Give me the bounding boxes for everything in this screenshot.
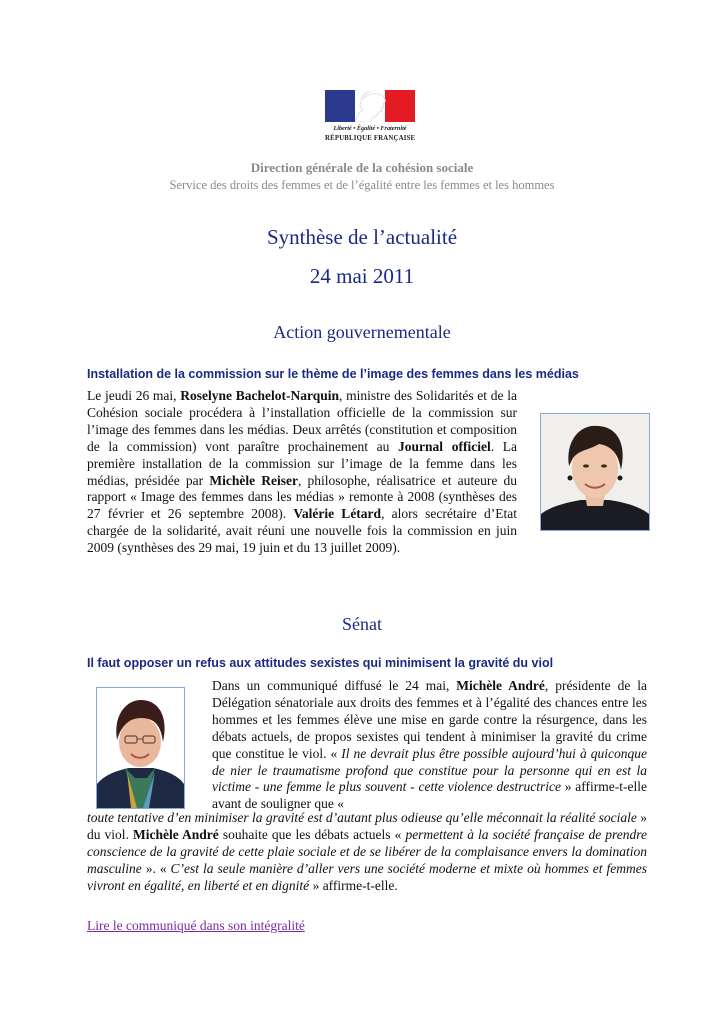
article-body-viol-intro: Dans un communiqué diffusé le 24 mai, Michèle André, présidente de la Délégation sénatoriale aux droits des femmes et à l’égalité des chances entre les hommes et les femmes élève une mise en garde contre la résurgence, dans les débats actuels, de propos sexistes qui tendent à minimiser la gravité du crime que constitue le viol. « Il ne devrait plus être possible aujourd’hui à quiconque de nier le traumatisme profond que constitue pour la personne qui en est la victime - une femme le plus souvent - cette violence destructrice » affirme-t-elle avant de souligner que « xyxy=(212,678,647,812)
portrait-photo-senator xyxy=(96,687,185,809)
quote: toute tentative d’en minimiser la gravité est d’autant plus odieuse qu’elle méconnait la réalité sociale xyxy=(87,810,637,825)
logo-motto: Liberté • Égalité • Fraternité xyxy=(333,125,407,132)
article-body-commission: Le jeudi 26 mai, Roselyne Bachelot-Narquin, ministre des Solidarités et de la Cohésion sociale procédera à l’installation officielle de la commission sur l’image des femmes dans les médias. Deux arrêtés (constitution et composition de la commission) vont paraître prochainement au Journal officiel. La première installation de la commission sur l’image de la femme dans les médias, présidée par Michèle Reiser, philosophe, réalisatrice et auteure du rapport « Image des femmes dans les médias » remonte à 2008 (synthèses des 27 février et 26 septembre 2008). Valérie Létard, alors secrétaire d’Etat chargée de la solidarité, avait réuni une nouvelle fois la commission en juin 2009 (synthèses des 29 mai, 19 juin et du 13 juillet 2009). xyxy=(87,388,518,556)
section-heading-action-gouvernementale: Action gouvernementale xyxy=(273,322,451,342)
marianne-profile-icon xyxy=(345,90,395,122)
document-title: Synthèse de l’actualité xyxy=(266,225,458,249)
person-name: Michèle André xyxy=(133,826,219,842)
article-subheading-commission: Installation de la commission sur le thème de l’image des femmes dans les médias xyxy=(87,367,579,381)
quote: Il ne devrait plus être possible aujourd’hui à quiconque de nier le traumatisme profond que constitue pour la personne qui en est la victime - une femme le plus souvent - cette violence destructrice xyxy=(212,745,647,795)
org-service: Service des droits des femmes et de l’égalité entre les femmes et les hommes xyxy=(169,178,555,192)
read-full-communique-link[interactable]: Lire le communiqué dans son intégralité xyxy=(87,918,305,933)
quote: permettent à la société française de prendre conscience de la gravité de cette plaie sociale et de se libérer de la complaisance envers la domination masculine xyxy=(87,826,647,876)
portrait-photo-minister xyxy=(540,413,650,531)
org-direction: Direction générale de la cohésion sociale xyxy=(250,160,474,175)
document-date: 24 mai 2011 xyxy=(309,264,415,288)
publication-name: Journal officiel xyxy=(398,438,491,454)
person-name: Valérie Létard xyxy=(293,506,382,522)
section-heading-senat: Sénat xyxy=(342,614,382,634)
article-subheading-viol: Il faut opposer un refus aux attitudes sexistes qui minimisent la gravité du viol xyxy=(87,656,554,670)
article-body-viol-continued: toute tentative d’en minimiser la gravité est d’autant plus odieuse qu’elle méconnait la réalité sociale » du viol. Michèle André souhaite que les débats actuels « permettent à la société française de prendre conscience de la gravité de cette plaie sociale et de se libérer de la complaisance envers la domination masculine ». « C’est la seule manière d’aller vers une société moderne et mixte où hommes et femmes vivront en égalité, en liberté et en dignité » affirme-t-elle. xyxy=(87,810,648,893)
person-name: Michèle André xyxy=(456,678,545,693)
person-name: Michèle Reiser xyxy=(209,472,298,488)
logo-republic-name: RÉPUBLIQUE FRANÇAISE xyxy=(325,135,416,142)
person-name: Roselyne Bachelot-Narquin xyxy=(180,388,340,403)
republique-francaise-logo xyxy=(325,90,415,148)
quote: C’est la seule manière d’aller vers une société moderne et mixte où hommes et femmes vivront en égalité, en liberté et en dignité xyxy=(87,860,648,893)
